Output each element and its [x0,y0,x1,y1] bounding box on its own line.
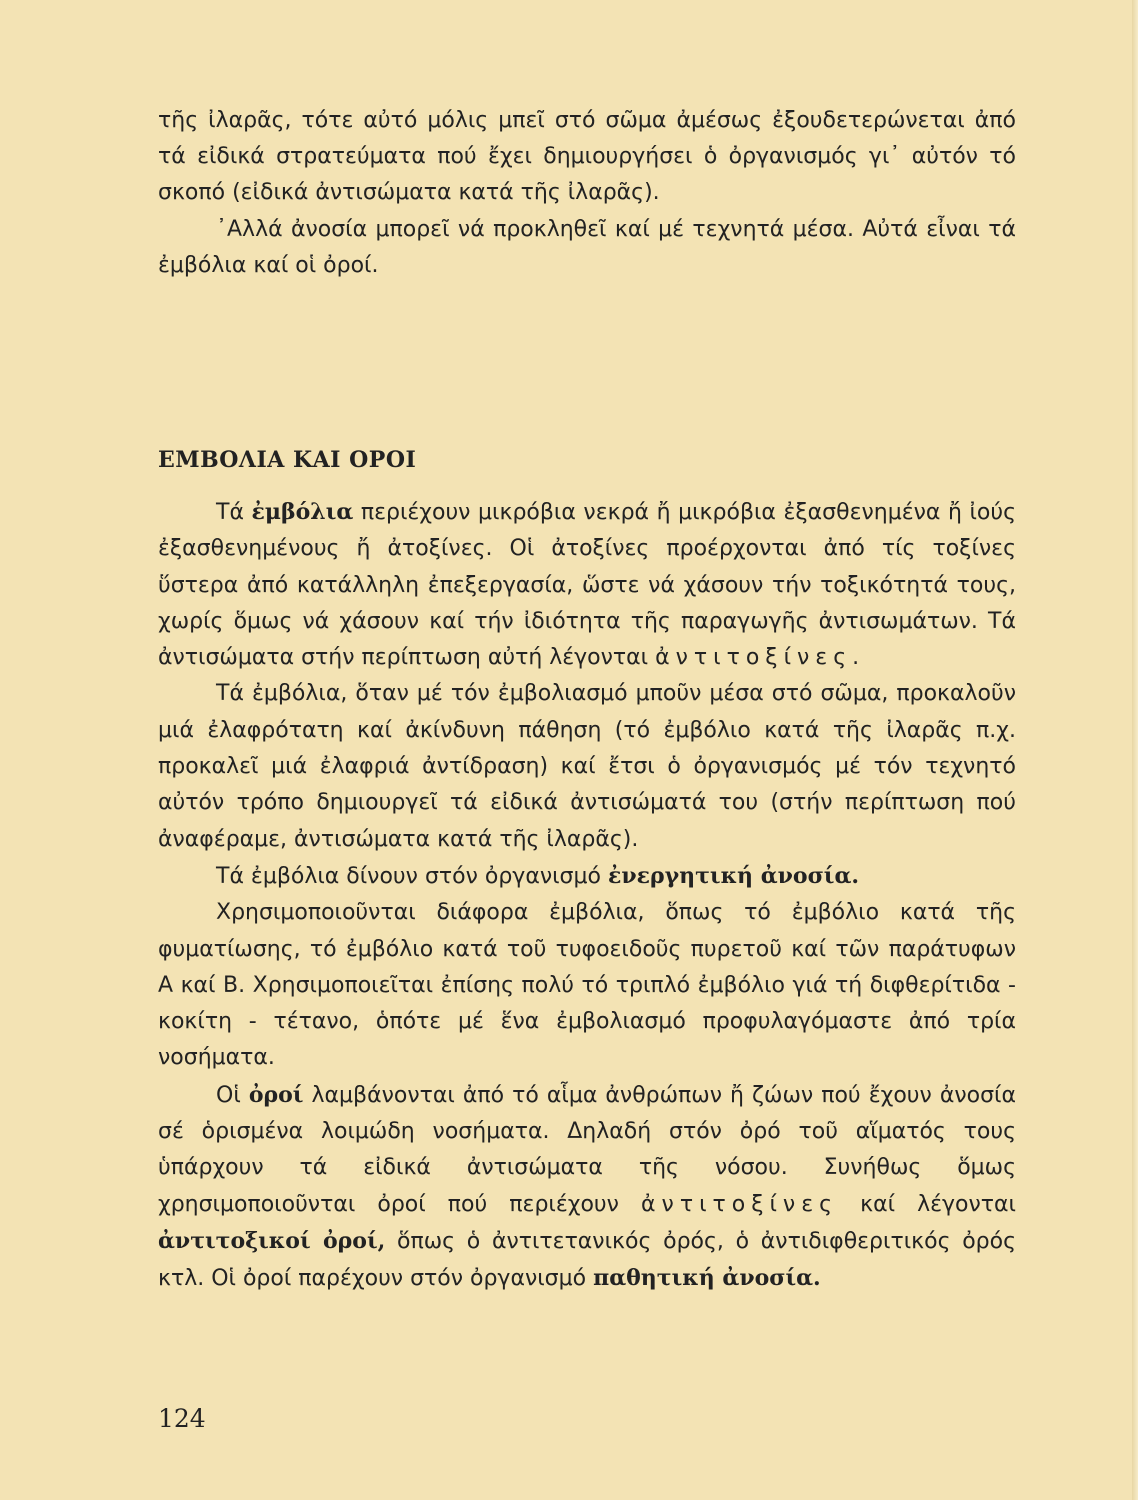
text-run: Οἱ [216,1082,249,1108]
text-run: περιέχουν μικρόβια νεκρά ἤ μικρόβια ἐξασθενημένα ἤ ἰούς ἐξασθενημένους ἤ ἀτοξίνες. Οἱ ἀτοξίνες προέρχονται ἀπό τίς τοξίνες ὕστερα ἀπό κατάλληλη ἐπεξεργασία, ὥστε νά χάσουν τήν τοξικότητά τους, χωρίς ὅμως νά χάσουν καί τήν ἰδιότητα τῆς παραγωγῆς ἀντισωμάτων. Τά ἀντισώματα στήν περίπτωση αὐτή λέγονται [158,500,1016,671]
term-emvolia: ἐμβόλια [251,499,354,525]
page-number: 124 [158,1404,206,1433]
term-oroi: ὀροί [248,1081,304,1108]
text-run: ὅπως ὁ ἀντιτετανικός ὀρός, ὁ ἀντιδιφθεριτικός ὀρός κτλ. Οἱ ὀροί παρέχουν στόν ὀργανισμό [158,1228,1017,1292]
term-antitoxic-sera: ἀντιτοξικοί ὀροί, [158,1227,386,1254]
term-passive-immunity: παθητική ἀνοσία. [593,1265,821,1292]
intro-paragraph-2: ᾽Αλλά ἀνοσία μπορεῖ νά προκληθεῖ καί μέ τεχνητά μέσα. Αὐτά εἶναι τά ἐμβόλια καί οἱ ὀροί. [158,216,1016,278]
page-edge [1132,0,1138,1500]
paragraph-3 [158,858,1016,895]
spaced-term-antitoxines: ἀντιτοξίνες [655,645,853,671]
text-run: . [852,645,860,671]
term-active-immunity: ἐνεργητική ἀνοσία. [607,862,860,889]
paragraph-2: Τά ἐμβόλια, ὅταν μέ τόν ἐμβολιασμό μποῦν μέσα στό σῶμα, προκαλοῦν μιά ἐλαφρότατη καί ἀκίνδυνη πάθηση (τό ἐμβόλιο κατά τῆς ἰλαρᾶς π.χ. προκαλεῖ μιά ἐλαφριά ἀντίδραση) καί ἔτσι ὁ ὀργανισμός μέ τόν τεχνητό αὐτόν τρόπο δημιουργεῖ τά εἰδικά ἀντισώματά του (στήν περίπτωση πού ἀναφέραμε, ἀντισώματα κατά τῆς ἰλαρᾶς). [158,681,1016,852]
text-run: Τά [216,500,252,525]
text-run: Τά ἐμβόλια δίνουν στόν ὀργανισμό [216,863,608,889]
paragraph-1 [158,494,1016,676]
paragraph-4: Χρησιμοποιοῦνται διάφορα ἐμβόλια, ὅπως τό ἐμβόλιο κατά τῆς φυματίωσης, τό ἐμβόλιο κατά τοῦ τυφοειδοῦς πυρετοῦ καί τῶν παράτυφων Α καί Β. Χρησιμοποιεῖται ἐπίσης πολύ τό τριπλό ἐμβόλιο γιά τή διφθερίτιδα - κοκίτη - τέτανο, ὁπότε μέ ἕνα ἐμβολιασμό προφυλαγόμαστε ἀπό τρία νοσήματα. [158,900,1016,1071]
text-run: καί λέγονται [838,1191,1016,1217]
intro-text [158,103,1016,284]
spaced-term-antitoxines-2: ἀντιτοξίνες [641,1191,839,1217]
paragraph-5 [158,1077,1016,1298]
section-body [158,494,1016,1298]
intro-paragraph-continuation: τῆς ἰλαρᾶς, τότε αὐτό μόλις μπεῖ στό σῶμα ἀμέσως ἐξουδετερώνεται ἀπό τά εἰδικά στρατεύματα πού ἔχει δημιουργήσει ὁ ὀργανισμός γι᾽ αὐτόν τό σκοπό (εἰδικά ἀντισώματα κατά τῆς ἰλαρᾶς). [158,108,1016,206]
section-heading: ΕΜΒΟΛΙΑ ΚΑΙ ΟΡΟΙ [158,447,417,473]
text-run: λαμβάνονται ἀπό τό αἷμα ἀνθρώπων ἤ ζώων πού ἔχουν ἀνοσία σέ ὁρισμένα λοιμώδη νοσήματα. Δηλαδή στόν ὀρό τοῦ αἵματός τους ὑπάρχουν τά εἰδικά ἀντισώματα τῆς νόσου. Συνήθως ὅμως χρησιμοποιοῦνται ὀροί πού περιέχουν [158,1082,1016,1217]
